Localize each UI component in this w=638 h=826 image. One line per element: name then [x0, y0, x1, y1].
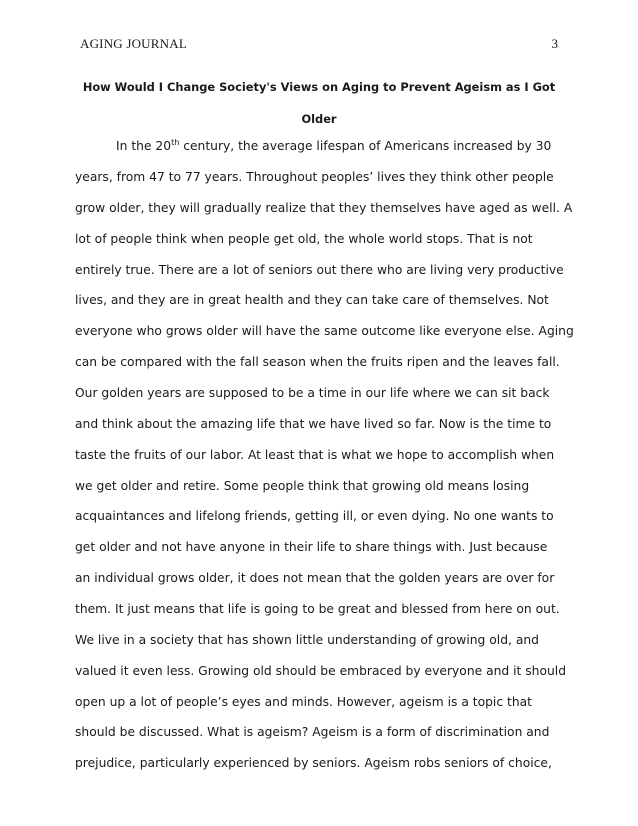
body-line-5: entirely true. There are a lot of seniors out there who are living very productive — [75, 263, 564, 277]
body-line-14: get older and not have anyone in their life to share things with. Just because — [75, 540, 548, 554]
page-number: 3 — [551, 36, 558, 51]
body-line-20: should be discussed. What is ageism? Ageism is a form of discrimination and — [75, 725, 550, 739]
body-line-15: an individual grows older, it does not mean that the golden years are over for — [75, 571, 555, 585]
body-line-1 — [116, 139, 551, 153]
body-line-4: lot of people think when people get old, the whole world stops. That is not — [75, 232, 533, 246]
body-line-13: acquaintances and lifelong friends, getting ill, or even dying. No one wants to — [75, 509, 554, 523]
body-line-6: lives, and they are in great health and they can take care of themselves. Not — [75, 293, 549, 307]
ordinal-superscript: th — [171, 138, 180, 147]
body-line-1-end: century, the average lifespan of Americans increased by 30 — [179, 139, 552, 153]
body-line-19: open up a lot of people’s eyes and minds. However, ageism is a topic that — [75, 695, 532, 709]
body-line-18: valued it even less. Growing old should be embraced by everyone and it should — [75, 664, 567, 678]
body-line-7: everyone who grows older will have the same outcome like everyone else. Aging — [75, 324, 574, 338]
running-head: AGING JOURNAL — [80, 36, 187, 51]
body-line-16: them. It just means that life is going to be great and blessed from here on out. — [75, 602, 560, 616]
body-line-3: grow older, they will gradually realize that they themselves have aged as well. A — [75, 201, 573, 215]
title-line-1: How Would I Change Society's Views on Aging to Prevent Ageism as I Got — [82, 80, 556, 94]
body-line-2: years, from 47 to 77 years. Throughout peoples’ lives they think other people — [75, 170, 554, 184]
title-line-2: Older — [301, 112, 337, 126]
body-line-8: can be compared with the fall season when the fruits ripen and the leaves fall. — [75, 355, 560, 369]
body-line-1-start: In the 20 — [116, 139, 172, 153]
body-line-9: Our golden years are supposed to be a time in our life where we can sit back — [75, 386, 550, 400]
body-line-12: we get older and retire. Some people think that growing old means losing — [75, 479, 530, 493]
body-line-21: prejudice, particularly experienced by seniors. Ageism robs seniors of choice, — [75, 756, 552, 770]
body-line-11: taste the fruits of our labor. At least that is what we hope to accomplish when — [75, 448, 555, 462]
body-line-10: and think about the amazing life that we have lived so far. Now is the time to — [75, 417, 552, 431]
body-line-17: We live in a society that has shown little understanding of growing old, and — [75, 633, 539, 647]
